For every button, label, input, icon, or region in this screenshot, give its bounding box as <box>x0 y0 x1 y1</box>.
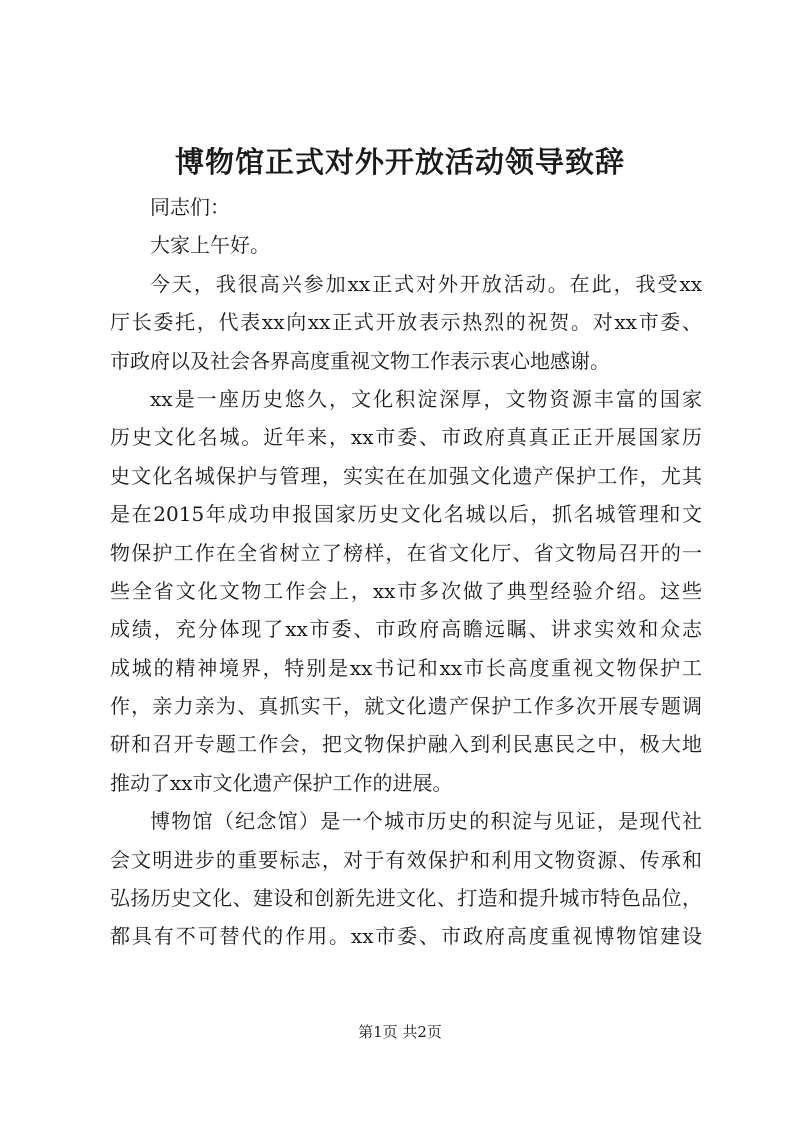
paragraph-1-line-2: 厅长委托，代表xx向xx正式开放表示热烈的祝贺。对xx市委、 <box>110 310 702 335</box>
paragraph-3-line-3: 弘扬历史文化、建设和创新先进文化、打造和提升城市特色品位， <box>110 886 702 911</box>
paragraph-2-line-9: 作，亲力亲为、真抓实干，就文化遗产保护工作多次开展专题调 <box>110 694 702 719</box>
paragraph-2-line-11: 推动了xx市文化遗产保护工作的进展。 <box>110 770 453 795</box>
paragraph-2-line-10: 研和召开专题工作会，把文物保护融入到利民惠民之中，极大地 <box>110 732 702 757</box>
document-body <box>110 188 702 956</box>
salutation-line: 同志们： <box>150 195 230 219</box>
paragraph-1-line-3: 市政府以及社会各界高度重视文物工作表示衷心地感谢。 <box>110 348 610 373</box>
document-title: 博物馆正式对外开放活动领导致辞 <box>174 145 625 179</box>
paragraph-3-line-2: 会文明进步的重要标志，对于有效保护和利用文物资源、传承和 <box>110 847 702 872</box>
page-footer: 第1页 共2页 <box>358 1023 442 1041</box>
paragraph-2-line-2: 历史文化名城。近年来，xx市委、市政府真真正正开展国家历 <box>110 425 702 450</box>
paragraph-3-line-4: 都具有不可替代的作用。xx市委、市政府高度重视博物馆建设 <box>110 924 702 949</box>
paragraph-2-line-3: 史文化名城保护与管理，实实在在加强文化遗产保护工作，尤其 <box>110 463 702 488</box>
paragraph-3-line-1: 博物馆（纪念馆）是一个城市历史的积淀与见证，是现代社 <box>150 809 702 834</box>
paragraph-2-line-8: 成城的精神境界，特别是xx书记和xx市长高度重视文物保护工 <box>110 655 702 680</box>
paragraph-2-line-6: 些全省文化文物工作会上，xx市多次做了典型经验介绍。这些 <box>110 578 702 603</box>
paragraph-1-line-1: 今天，我很高兴参加xx正式对外开放活动。在此，我受xx <box>150 271 702 296</box>
greeting-line: 大家上午好。 <box>150 233 270 258</box>
paragraph-2-line-7: 成绩，充分体现了xx市委、市政府高瞻远瞩、讲求实效和众志 <box>110 617 702 642</box>
paragraph-2-line-4: 是在2015年成功申报国家历史文化名城以后，抓名城管理和文 <box>110 502 702 527</box>
paragraph-2-line-5: 物保护工作在全省树立了榜样，在省文化厅、省文物局召开的一 <box>110 540 702 565</box>
paragraph-2-line-1: xx是一座历史悠久，文化积淀深厚，文物资源丰富的国家 <box>150 386 702 411</box>
